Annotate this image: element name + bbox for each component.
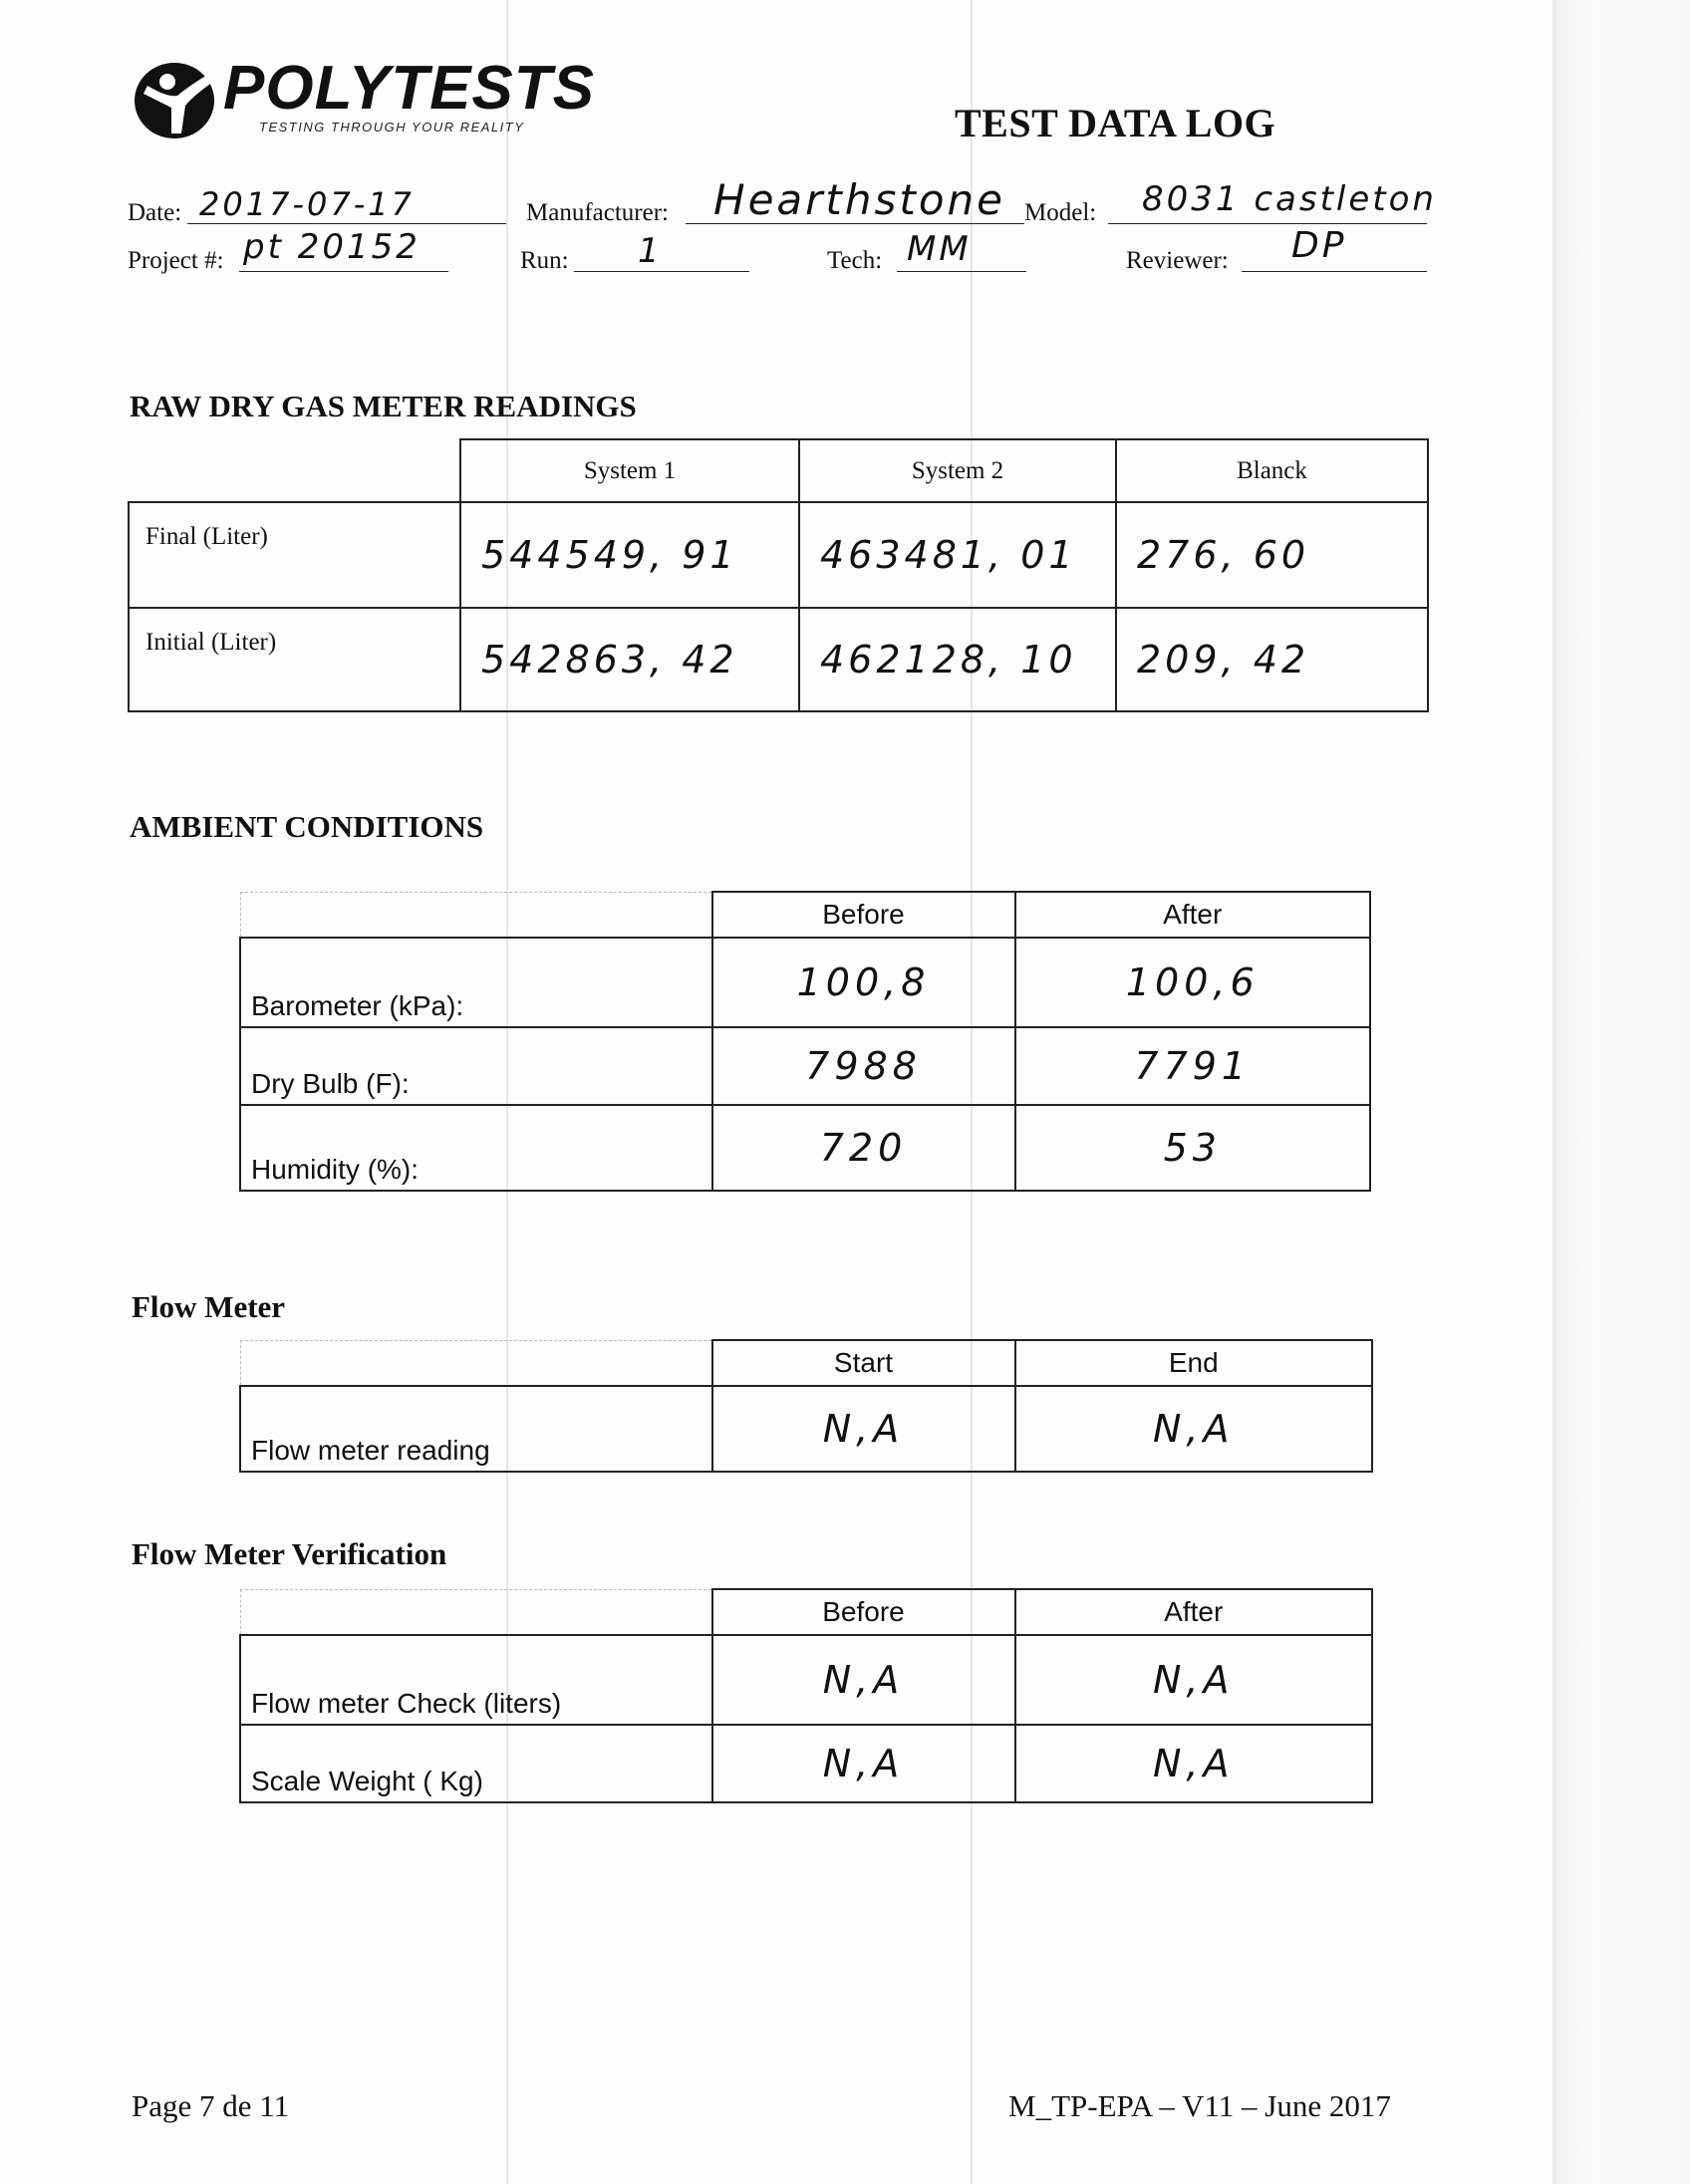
polytests-logo-icon	[128, 56, 221, 141]
reviewer-label: Reviewer:	[1126, 247, 1229, 274]
flow-verification-table	[239, 1588, 1373, 1803]
flow-verification-cell: N,A	[712, 1725, 1015, 1802]
ambient-cell: 7791	[1015, 1027, 1371, 1105]
gas-meter-cell: 463481, 01	[799, 502, 1116, 608]
ambient-section-title: AMBIENT CONDITIONS	[130, 809, 484, 844]
company-tagline: TESTING THROUGH YOUR REALITY	[259, 120, 525, 135]
scan-edge-shadow	[1552, 0, 1690, 2184]
project-value: pt 20152	[243, 227, 421, 267]
flow-meter-col-end: End	[1015, 1340, 1373, 1386]
flow-meter-row-label: Flow meter reading	[240, 1386, 712, 1472]
ambient-cell: 100,8	[712, 938, 1015, 1027]
run-label: Run:	[520, 247, 569, 274]
ambient-corner	[240, 892, 712, 938]
gas-meter-cell: 542863, 42	[460, 608, 799, 711]
gas-meter-corner	[129, 439, 460, 502]
flow-verification-col-after: After	[1015, 1589, 1373, 1635]
gas-meter-cell: 462128, 10	[799, 608, 1116, 711]
gas-meter-table	[128, 438, 1429, 712]
manufacturer-value: Hearthstone	[713, 175, 1006, 224]
model-label: Model:	[1024, 199, 1097, 226]
ambient-table	[239, 891, 1371, 1192]
flow-verification-col-before: Before	[712, 1589, 1015, 1635]
gas-meter-row-label: Initial (Liter)	[129, 608, 460, 711]
gas-meter-cell: 209, 42	[1116, 608, 1428, 711]
flow-meter-cell: N,A	[1015, 1386, 1373, 1472]
gas-meter-section-title: RAW DRY GAS METER READINGS	[130, 389, 637, 423]
flow-verification-cell: N,A	[1015, 1725, 1373, 1802]
flow-meter-cell: N,A	[712, 1386, 1015, 1472]
flow-meter-col-start: Start	[712, 1340, 1015, 1386]
page-number: Page 7 de 11	[132, 2088, 290, 2123]
ambient-col-after: After	[1015, 892, 1371, 938]
tech-label: Tech:	[827, 247, 883, 274]
flow-verification-corner	[240, 1589, 712, 1635]
flow-meter-table	[239, 1339, 1373, 1473]
flow-meter-section-title: Flow Meter	[132, 1289, 286, 1324]
gas-meter-col-system2: System 2	[799, 439, 1116, 502]
flow-verification-section-title: Flow Meter Verification	[132, 1536, 447, 1571]
model-line	[1108, 223, 1427, 224]
ambient-row-label: Barometer (kPa):	[240, 938, 712, 1027]
date-label: Date:	[128, 199, 182, 226]
gas-meter-col-blank: Blanck	[1116, 439, 1428, 502]
date-line	[187, 223, 506, 224]
ambient-col-before: Before	[712, 892, 1015, 938]
flow-meter-corner	[240, 1340, 712, 1386]
ambient-cell: 720	[712, 1105, 1015, 1191]
reviewer-line	[1242, 271, 1427, 272]
run-line	[574, 271, 749, 272]
document-title: TEST DATA LOG	[955, 101, 1276, 145]
manufacturer-label: Manufacturer:	[526, 199, 669, 226]
gas-meter-cell: 276, 60	[1116, 502, 1428, 608]
document-reference: M_TP-EPA – V11 – June 2017	[1008, 2088, 1391, 2123]
flow-verification-cell: N,A	[1015, 1635, 1373, 1725]
run-value: 1	[638, 231, 663, 271]
ambient-cell: 7988	[712, 1027, 1015, 1105]
project-label: Project #:	[128, 247, 224, 274]
company-logo-text: POLYTESTS	[223, 54, 596, 123]
reviewer-value: DP	[1291, 225, 1347, 266]
date-value: 2017-07-17	[199, 185, 415, 223]
tech-line	[897, 271, 1026, 272]
flow-verification-cell: N,A	[712, 1635, 1015, 1725]
flow-verification-row-label: Scale Weight ( Kg)	[240, 1725, 712, 1802]
tech-value: MM	[907, 229, 972, 269]
ambient-cell: 100,6	[1015, 938, 1371, 1027]
ambient-row-label: Dry Bulb (F):	[240, 1027, 712, 1105]
flow-verification-row-label: Flow meter Check (liters)	[240, 1635, 712, 1725]
gas-meter-cell: 544549, 91	[460, 502, 799, 608]
ambient-row-label: Humidity (%):	[240, 1105, 712, 1191]
model-value: 8031 castleton	[1142, 179, 1437, 219]
project-line	[239, 271, 448, 272]
gas-meter-col-system1: System 1	[460, 439, 799, 502]
ambient-cell: 53	[1015, 1105, 1371, 1191]
gas-meter-row-label: Final (Liter)	[129, 502, 460, 608]
